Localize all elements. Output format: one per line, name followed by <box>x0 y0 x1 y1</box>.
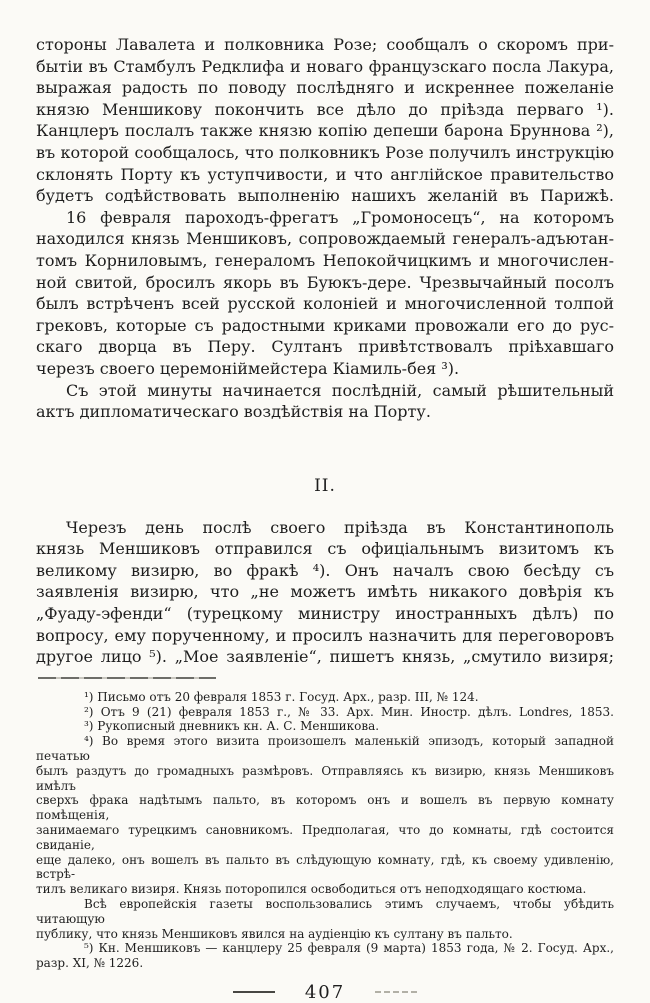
text-line: ⁴) Во время этого визита произошелъ маленькій эпизодъ, который западной печатью <box>36 734 614 764</box>
text-line: разр. XI, № 1226. <box>36 956 144 971</box>
paragraph <box>36 34 614 207</box>
paragraph <box>36 690 614 705</box>
text-line: скаго дворца въ Перу. Султанъ привѣтствовалъ пріѣхавшаго <box>36 337 614 357</box>
text-line: князю Меншикову покончить все дѣло до пріѣзда перваго ¹). <box>36 99 614 119</box>
text-line: сверхъ фрака надѣтымъ пальто, въ которомъ онъ и вошелъ въ первую комнату помѣщенія, <box>36 793 614 823</box>
section-header: II. <box>314 475 336 496</box>
text-line: заявленія визирю, что „не можетъ имѣть никакого довѣрія къ <box>36 582 614 602</box>
page-number-row <box>36 982 614 1003</box>
text-line: черезъ своего церемоніймейстера Кіамиль-бея ³). <box>36 358 460 378</box>
text-line: ³) Рукописный дневникъ кн. А. С. Меншикова. <box>84 719 380 734</box>
text-line: актъ дипломатическаго воздѣйствія на Порту. <box>36 402 431 422</box>
text-line: Черезъ день послѣ своего пріѣзда въ Константинополь <box>66 517 614 537</box>
text-line: публику, что князь Меншиковъ явился на аудіенцію къ султану въ пальто. <box>36 926 513 941</box>
paragraph <box>36 941 614 971</box>
paragraph <box>36 705 614 720</box>
main-text-block-1 <box>36 34 614 423</box>
text-line: бытіи въ Стамбулъ Редклифа и новаго французскаго посла Лакура, <box>36 56 614 76</box>
footnotes <box>36 690 614 971</box>
text-line: занимаемаго турецкимъ сановникомъ. Предполагая, что до комнаты, гдѣ состоится свиданіе, <box>36 823 614 852</box>
text-line: вопросу, ему порученному, и просилъ назначить для переговоровъ <box>36 625 614 645</box>
text-line: ной свитой, бросилъ якорь въ Буюкъ-дере. Чрезвычайный посолъ <box>36 272 614 292</box>
text-line: стороны Лавалета и полковника Розе; сообщалъ о скоромъ при- <box>36 35 614 54</box>
paragraph <box>36 897 614 941</box>
page-number-dash-right-icon <box>375 991 417 993</box>
text-line: князь Меншиковъ отправился съ офиціальнымъ визитомъ къ <box>36 539 614 559</box>
text-line: ¹) Письмо отъ 20 февраля 1853 г. Госуд. Арх., разр. III, № 124. <box>84 689 479 704</box>
text-line: Канцлеръ послалъ также князю копію депеши барона Бруннова ²), <box>36 121 614 141</box>
page-number-dash-left-icon <box>233 991 275 993</box>
text-line: выражая радость по поводу послѣдняго и искреннее пожеланіе <box>36 78 614 98</box>
main-text-block-2 <box>36 517 614 668</box>
text-line: ²) Отъ 9 (21) февраля 1853 г., № 33. Арх. Мин. Иностр. дѣлъ. Londres, 1853. <box>84 704 614 719</box>
text-line: былъ встрѣченъ всей русской колоніей и многочисленной толпой <box>36 294 614 314</box>
text-line: находился князь Меншиковъ, сопровождаемый генералъ-адъютан- <box>36 229 614 249</box>
text-line: другое лицо ⁵). „Мое заявленіе“, пишетъ князь, „смутило визиря; <box>36 647 614 667</box>
text-line: былъ раздутъ до громадныхъ размѣровъ. Отправляясь къ визирю, князь Меншиковъ имѣлъ <box>36 763 614 793</box>
text-line: Всѣ европейскія газеты воспользовались этимъ случаемъ, чтобы убѣдить читающую <box>36 897 614 926</box>
text-line: грековъ, которые съ радостными криками провожали его до рус- <box>36 315 614 335</box>
paragraph <box>36 734 614 897</box>
footnote-separator <box>38 677 216 679</box>
text-line: будетъ содѣйствовать выполненію нашихъ желаній въ Парижѣ. <box>36 186 614 206</box>
paragraph <box>36 517 614 668</box>
text-line: великому визирю, во фракѣ ⁴). Онъ началъ свою бесѣду съ <box>36 560 614 580</box>
text-line: томъ Корниловымъ, генераломъ Непокойчицкимъ и многочислен- <box>36 250 614 270</box>
text-line: склонять Порту къ уступчивости, и что англійское правительство <box>36 164 614 184</box>
paragraph <box>36 207 614 380</box>
paragraph <box>36 719 614 734</box>
text-line: ⁵) Кн. Меншиковъ — канцлеру 25 февраля (9 марта) 1853 года, № 2. Госуд. Арх., <box>84 941 614 956</box>
text-line: „Фуаду-эфенди“ (турецкому министру иностранныхъ дѣлъ) по <box>36 604 614 624</box>
paragraph <box>36 380 614 423</box>
page-number: 407 <box>304 981 346 1003</box>
text-line: Съ этой минуты начинается послѣдній, самый рѣшительный <box>66 380 614 400</box>
text-line: въ которой сообщалось, что полковникъ Розе получилъ инструкцію <box>36 142 614 162</box>
text-line: 16 февраля пароходъ-фрегатъ „Громоносецъ“, на которомъ <box>66 207 614 227</box>
text-line: еще далеко, онъ вошелъ въ пальто въ слѣдующую комнату, гдѣ, къ своему удивленію, встрѣ- <box>36 852 614 882</box>
text-line: тилъ великаго визиря. Князь поторопился освободиться отъ неподходящаго костюма. <box>36 882 587 897</box>
